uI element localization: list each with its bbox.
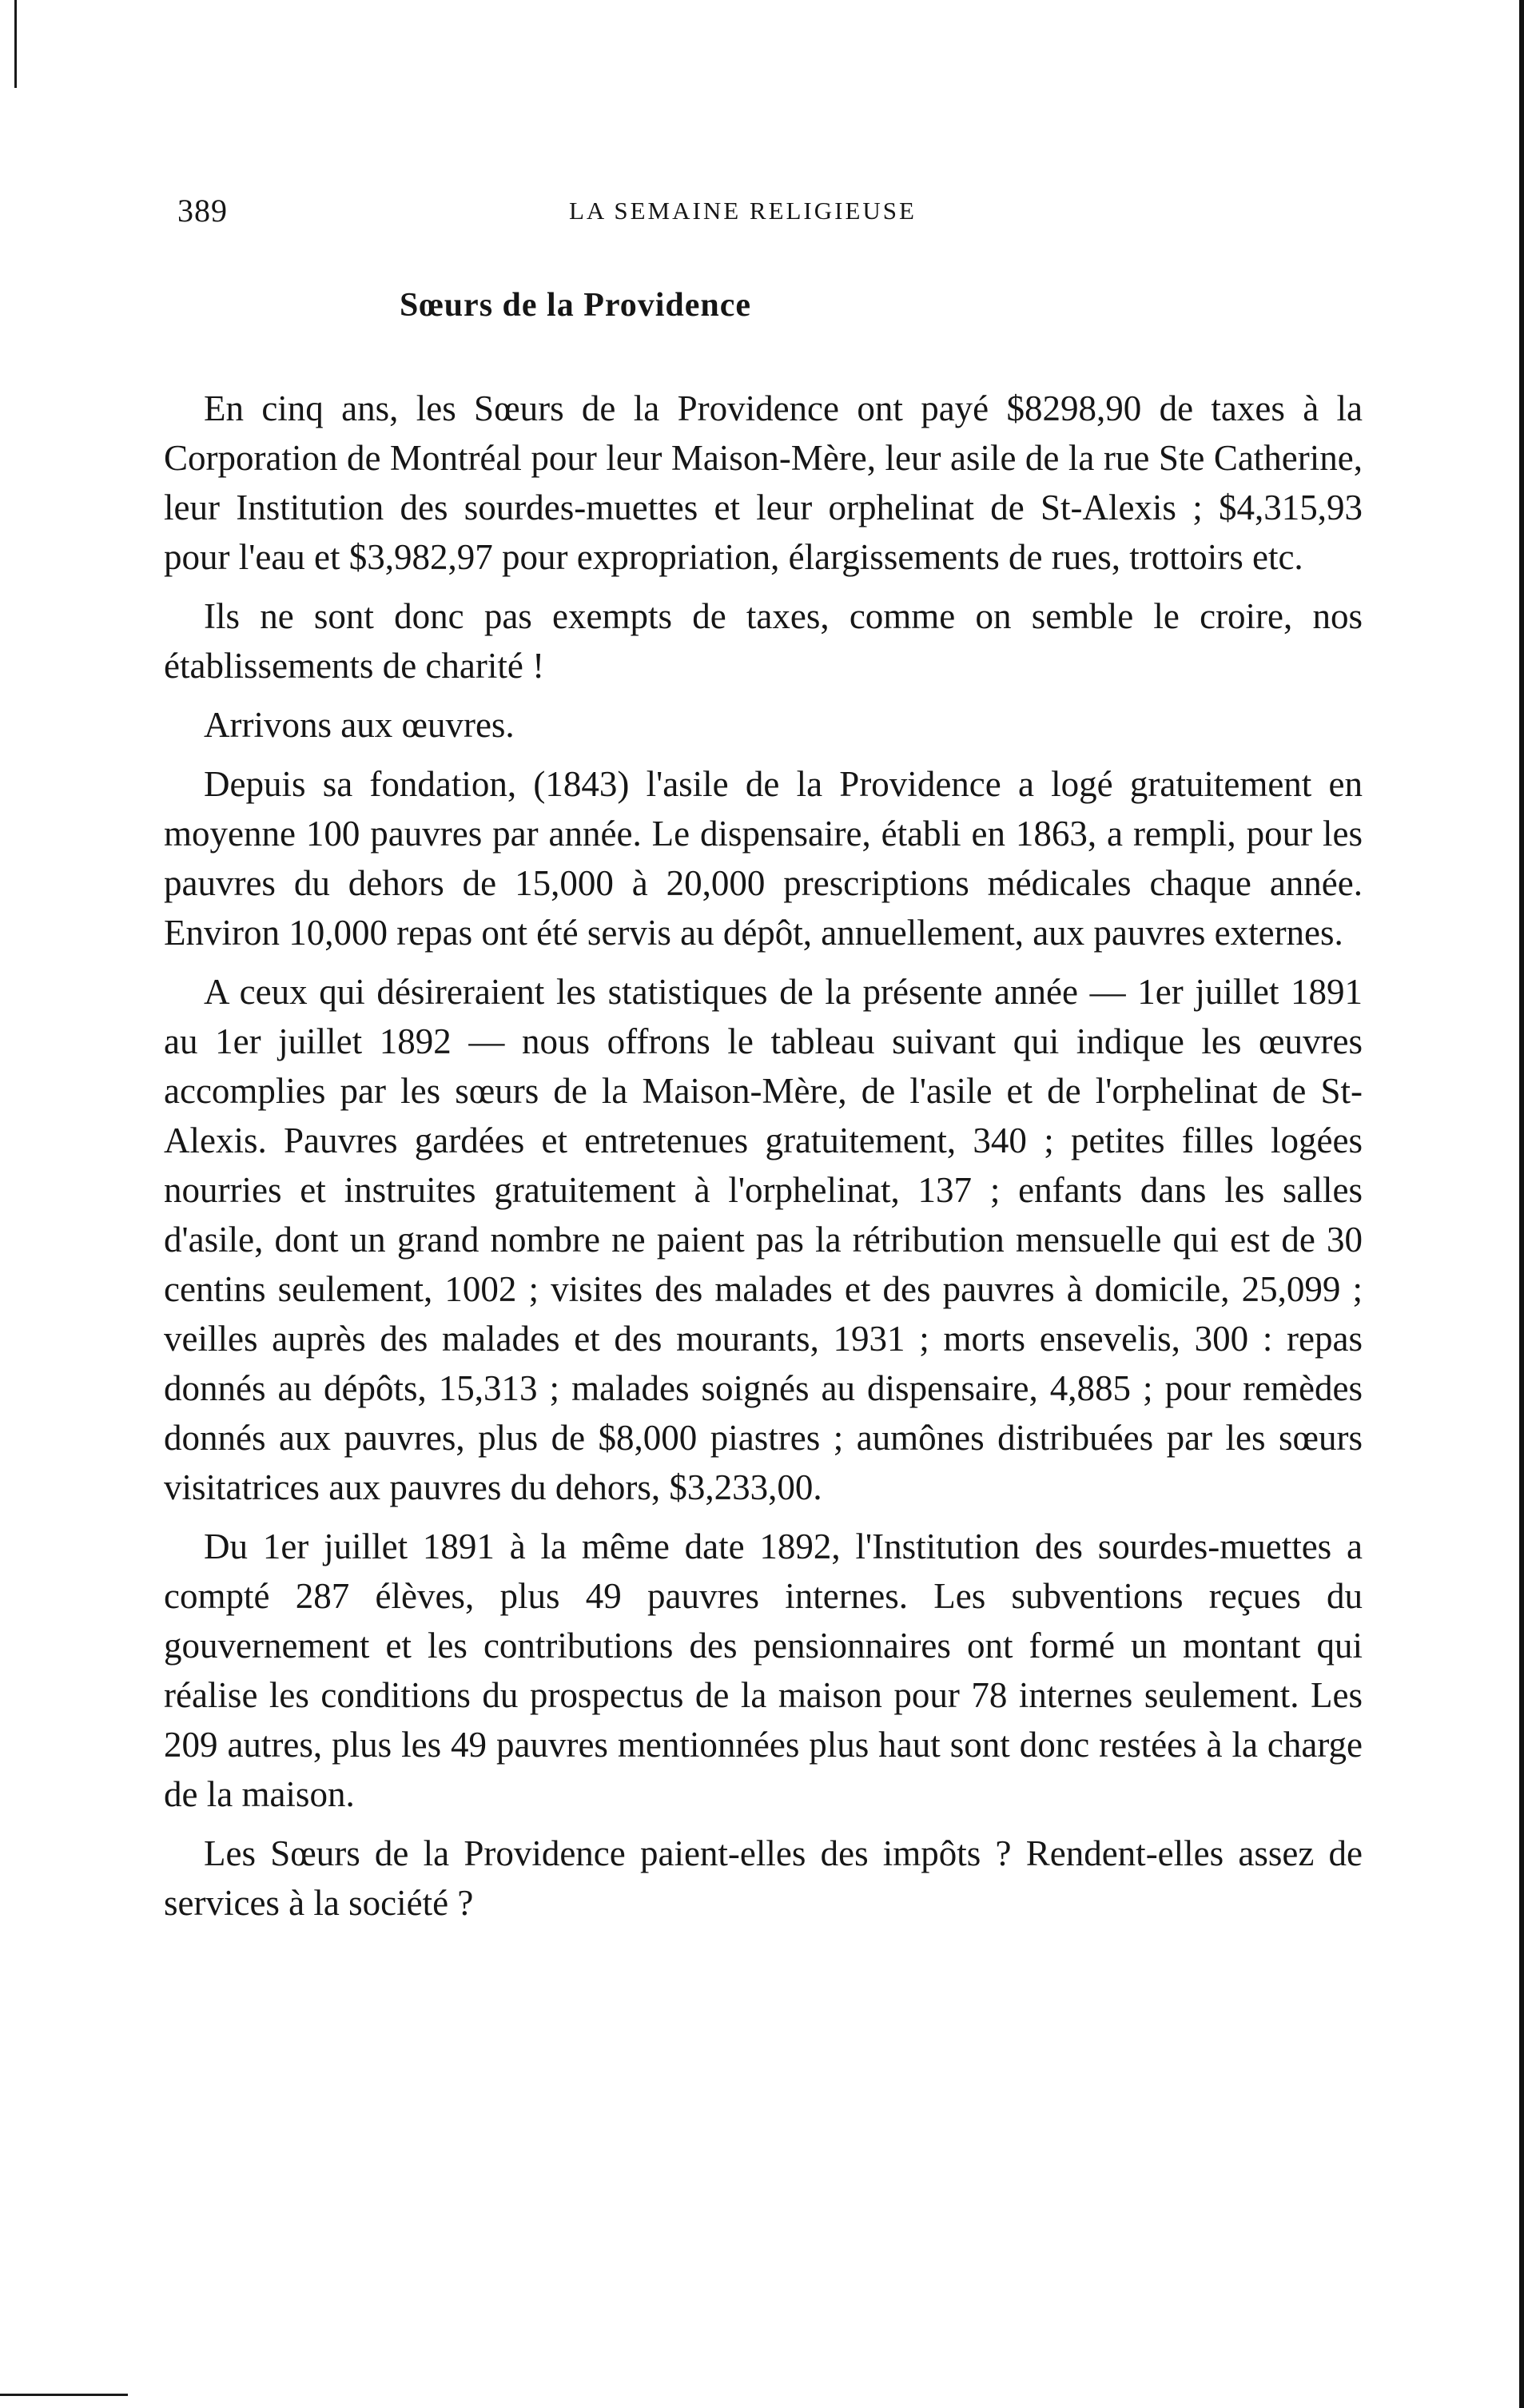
paragraph-taxes: En cinq ans, les Sœurs de la Providence ont payé $8298,90 de taxes à la Corporation de Montréal pour leur Maison-Mère, leur asile de la rue Ste Catherine, leur Institution des sourdes-muettes et leur orphelinat de St-Alexis ; $4,315,93 pour l'eau et $3,982,97 pour expropriation, élargissements de rues, trottoirs etc.	[164, 388, 1363, 577]
scan-edge-mark-top	[14, 0, 17, 88]
scan-edge-mark-right	[1519, 0, 1524, 2408]
paragraph-works-intro: Arrivons aux œuvres.	[204, 705, 515, 745]
paragraph-deaf-institution: Du 1er juillet 1891 à la même date 1892, l'Institution des sourdes-muettes a compté 287 élèves, plus 49 pauvres internes. Les subventions reçues du gouvernement et les contributions des pensionnaires ont formé un montant qui réalise les conditions du prospectus de la maison pour 78 internes seulement. Les 209 autres, plus les 49 pauvres mentionnées plus haut sont donc restées à la charge de la maison.	[164, 1526, 1363, 1814]
page-header	[177, 192, 1376, 240]
page-number: 389	[177, 193, 228, 229]
article-body	[164, 384, 1363, 1937]
paragraph-asylum-history: Depuis sa fondation, (1843) l'asile de la Providence a logé gratuitement en moyenne 100 pauvres par année. Le dispensaire, établi en 1863, a rempli, pour les pauvres du dehors de 15,000 à 20,000 prescriptions médicales chaque année. Environ 10,000 repas ont été servis au dépôt, annuellement, aux pauvres externes.	[164, 764, 1363, 953]
scan-edge-mark-bottom	[0, 2394, 128, 2396]
paragraph-closing-question: Les Sœurs de la Providence paient-elles des impôts ? Rendent-elles assez de services à la société ?	[164, 1833, 1363, 1923]
running-title: LA SEMAINE RELIGIEUSE	[569, 197, 917, 225]
paragraph-statistics: A ceux qui désireraient les statistiques de la présente année — 1er juillet 1891 au 1er juillet 1892 — nous offrons le tableau suivant qui indique les œuvres accomplies par les sœurs de la Maison-Mère, de l'asile et de l'orphelinat de St-Alexis. Pauvres gardées et entretenues gratuitement, 340 ; petites filles logées nourries et instruites gratuitement à l'orphelinat, 137 ; enfants dans les salles d'asile, dont un grand nombre ne paient pas la rétribution mensuelle qui est de 30 centins seulement, 1002 ; visites des malades et des pauvres à domicile, 25,099 ; veilles auprès des malades et des mourants, 1931 ; morts ensevelis, 300 : repas donnés au dépôts, 15,313 ; malades soignés au dispensaire, 4,885 ; pour remèdes donnés aux pauvres, plus de $8,000 piastres ; aumônes distribuées par les sœurs visitatrices aux pauvres du dehors, $3,233,00.	[164, 972, 1363, 1507]
paragraph-not-exempt: Ils ne sont donc pas exempts de taxes, comme on semble le croire, nos établissements de charité !	[164, 596, 1363, 686]
section-title: Sœurs de la Providence	[400, 287, 752, 324]
